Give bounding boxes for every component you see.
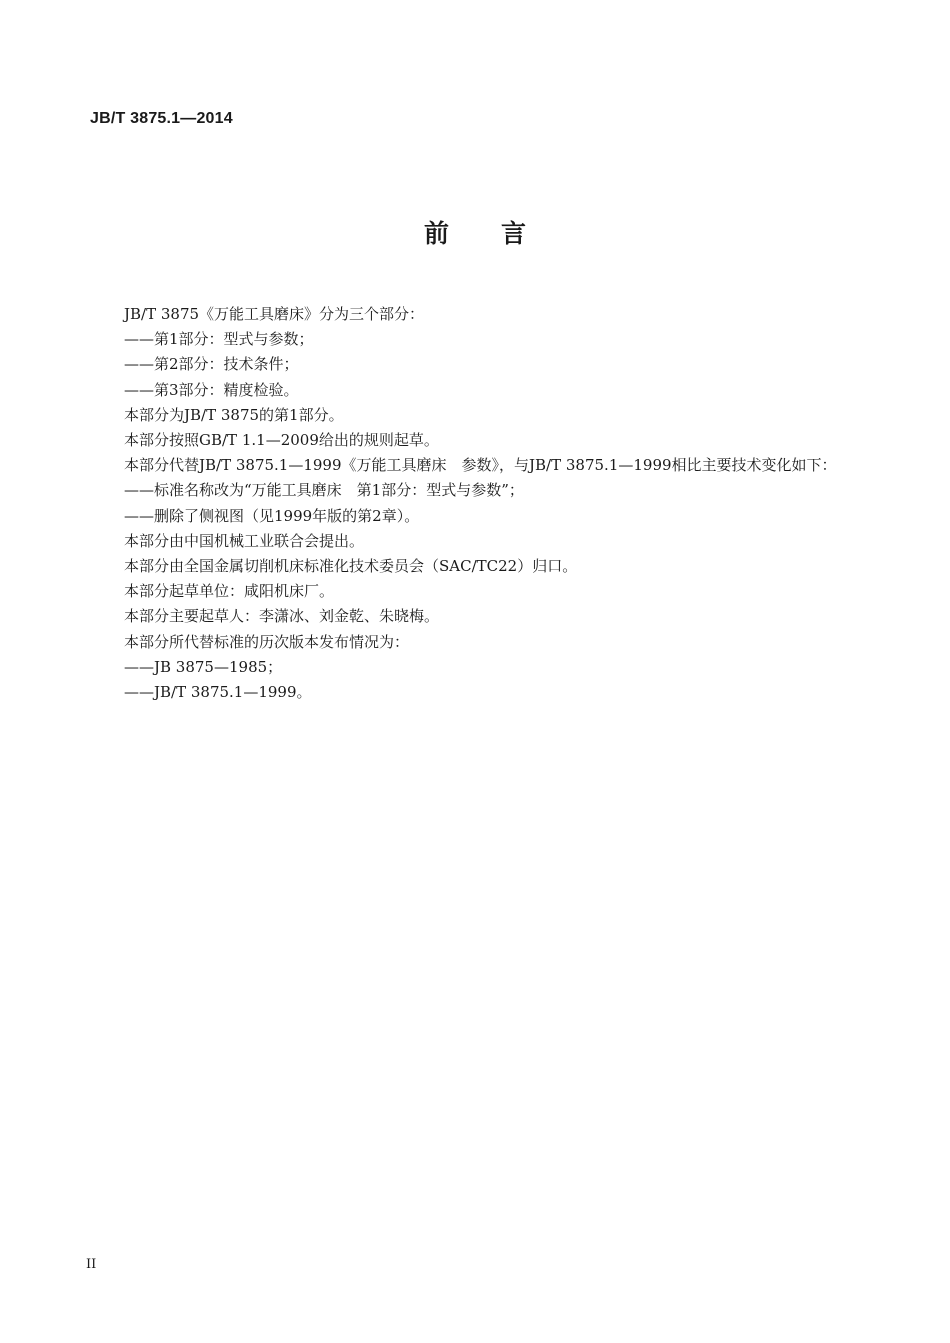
paragraph-intro: JB/T 3875《万能工具磨床》分为三个部分： [124,305,425,323]
list-item-change-view: ——删除了侧视图（见1999年版的第2章）。 [124,506,420,525]
paragraph-part-statement: 本部分为JB/T 3875的第1部分。 [124,405,344,424]
paragraph-drafters: 本部分主要起草人：李潇冰、刘金乾、朱晓梅。 [124,607,440,626]
paragraph-replacement: 本部分代替JB/T 3875.1—1999《万能工具磨床 参数》，与JB/T 3875.1—1999相比主要技术变化如下： [124,456,837,475]
paragraph-drafting-rules: 本部分按照GB/T 1.1—2009给出的规则起草。 [124,431,439,450]
page-title [0,214,950,250]
page-number: II [86,1257,97,1272]
paragraph-drafting-unit: 本部分起草单位：咸阳机床厂。 [124,582,335,601]
paragraph-history: 本部分所代替标准的历次版本发布情况为： [124,632,410,651]
list-item-part3: ——第3部分：精度检验。 [124,380,299,399]
title-char-2: 言 [501,219,527,248]
list-item-change-name: ——标准名称改为“万能工具磨床 第1部分：型式与参数”； [124,481,524,500]
paragraph-proposer: 本部分由中国机械工业联合会提出。 [124,531,365,550]
list-item-part1: ——第1部分：型式与参数； [124,330,314,349]
list-item-history-1999: ——JB/T 3875.1—1999。 [124,683,312,702]
foreword-body [90,302,850,705]
list-item-history-1985: ——JB 3875—1985； [124,657,283,676]
list-item-part2: ——第2部分：技术条件； [124,355,299,374]
title-char-1: 前 [423,219,449,248]
standard-code: JB/T 3875.1—2014 [90,110,233,127]
paragraph-committee: 本部分由全国金属切削机床标准化技术委员会（SAC/TC22）归口。 [124,557,578,576]
